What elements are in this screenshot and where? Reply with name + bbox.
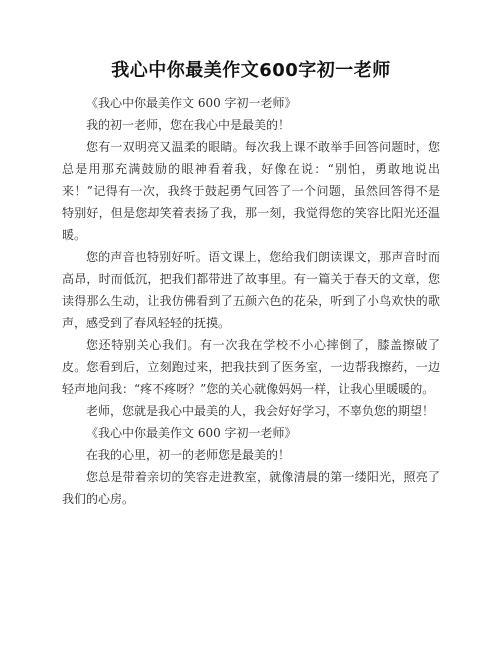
paragraph-6: 老师，您就是我心中最美的人，我会好好学习，不辜负您的期望！	[86, 404, 435, 418]
paragraph-4: 您的声音也特别好听。语文课上，您给我们朗读课文，那声音时而高昂，时而低沉，把我们都带进了故事里。有一篇关于春天的文章，您读得那么生动，让我仿佛看到了五颜六色的花朵，听到了小鸟欢快的歌声，感受到了春风轻轻的抚摸。	[62, 250, 440, 330]
paragraph-9: 您总是带着亲切的笑容走进教室，就像清晨的第一缕阳光，照亮了我们的心房。	[62, 470, 440, 506]
paragraph-2: 我的初一老师，您在我心中是最美的！	[86, 118, 291, 132]
page-title: 我心中你最美作文600字初一老师	[111, 60, 391, 81]
document-body	[62, 92, 440, 510]
paragraph-7: 《我心中你最美作文 600 字初一老师》	[86, 426, 297, 440]
paragraph-8: 在我的心里，初一的老师您是最美的！	[86, 448, 291, 462]
paragraph-3: 您有一双明亮又温柔的眼睛。每次我上课不敢举手回答问题时，您总是用那充满鼓励的眼神看着我，好像在说：“别怕，勇敢地说出来！”记得有一次，我终于鼓起勇气回答了一个问题，虽然回答得不是特别好，但是您却笑着表扬了我，那一刻，我觉得您的笑容比阳光还温暖。	[62, 140, 440, 242]
paragraph-1: 《我心中你最美作文 600 字初一老师》	[86, 96, 297, 110]
paragraph-5: 您还特别关心我们。有一次我在学校不小心摔倒了，膝盖擦破了皮。您看到后，立刻跑过来，把我扶到了医务室，一边帮我擦药，一边轻声地问我：“疼不疼呀？”您的关心就像妈妈一样，让我心里暖暖的。	[62, 338, 440, 396]
